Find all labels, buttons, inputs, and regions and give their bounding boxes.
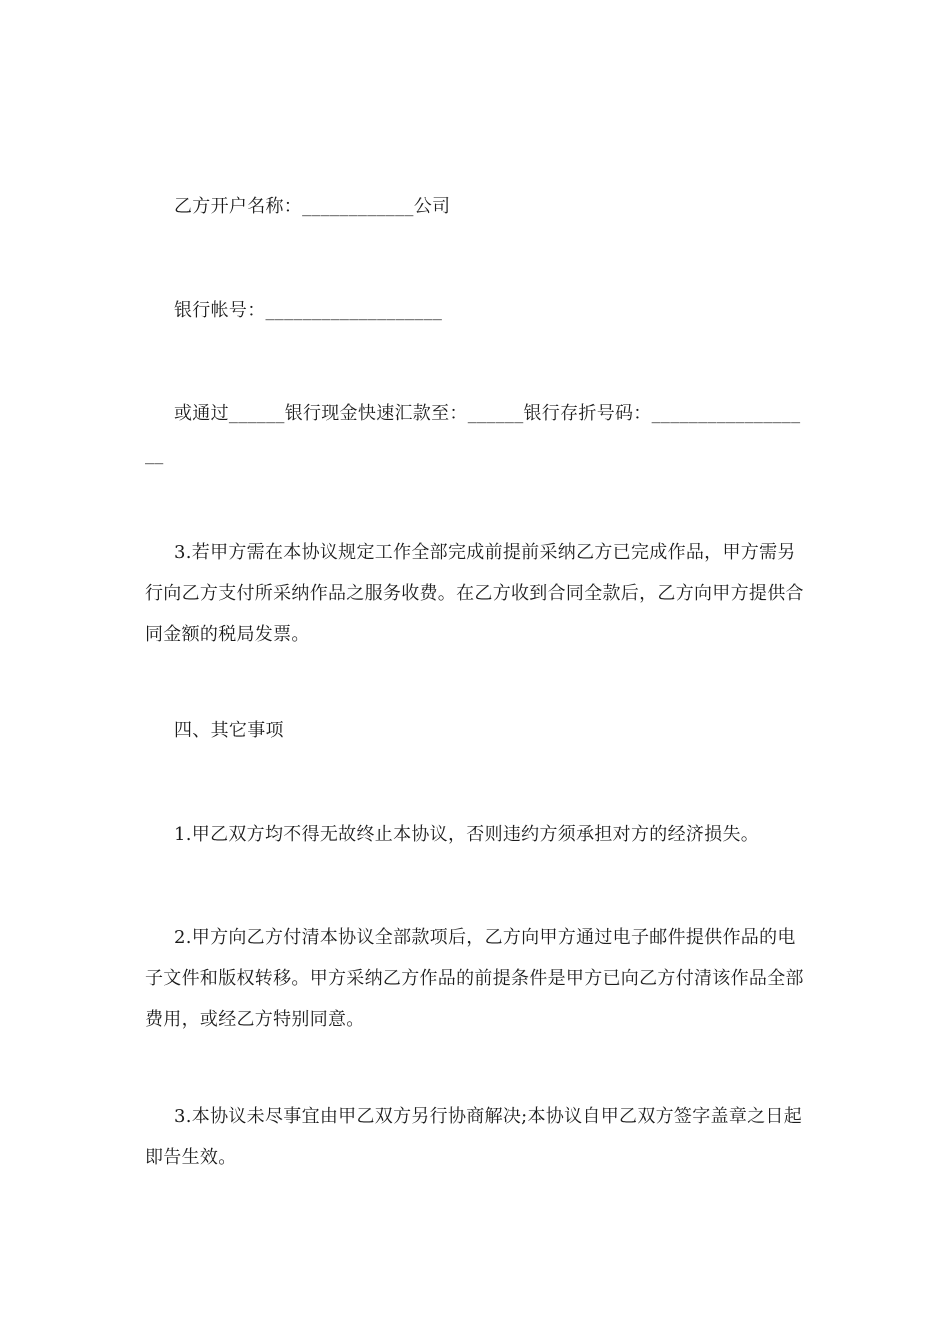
payee-account-name: 乙方开户名称：____________公司 — [174, 196, 451, 217]
section-heading-other-matters: 四、其它事项 — [174, 720, 284, 741]
cash-remittance-info: 或通过______银行现金快速汇款至：______银行存折号码：__________________ — [145, 403, 801, 465]
clause-1-termination: 1.甲乙双方均不得无故终止本协议，否则违约方须承担对方的经济损失。 — [174, 824, 760, 845]
bank-account-number: 银行帐号：___________________ — [174, 300, 443, 321]
clause-2-delivery-copyright: 2.甲方向乙方付清本协议全部款项后，乙方向甲方通过电子邮件提供作品的电子文件和版权转移。甲方采纳乙方作品的前提条件是甲方已向乙方付清该作品全部费用，或经乙方特别同意。 — [145, 927, 804, 1030]
clause-3-early-adoption: 3.若甲方需在本协议规定工作全部完成前提前采纳乙方已完成作品，甲方需另行向乙方支付所采纳作品之服务收费。在乙方收到合同全款后，乙方向甲方提供合同金额的税局发票。 — [145, 542, 804, 645]
clause-3-effective-date: 3.本协议未尽事宜由甲乙双方另行协商解决;本协议自甲乙双方签字盖章之日起即告生效。 — [145, 1106, 803, 1168]
